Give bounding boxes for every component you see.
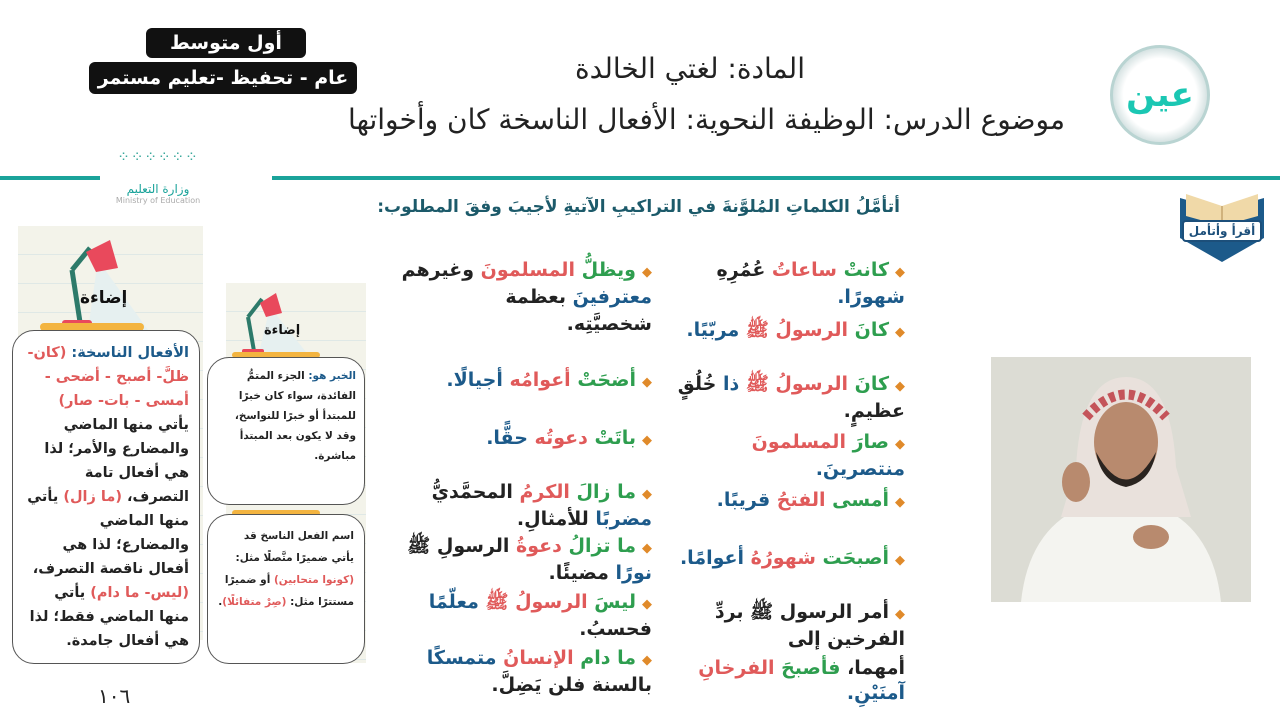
teacher-video xyxy=(991,357,1251,602)
bullet-icon: ◆ xyxy=(895,553,905,568)
sentence-word: فأصبحَ xyxy=(774,657,841,679)
panel-text-segment: (ما زال) xyxy=(63,489,122,505)
sentence-word: نورًا xyxy=(608,562,652,584)
sentence-word: شهورُهُ xyxy=(744,547,816,569)
sentence-6 xyxy=(665,546,905,573)
sentence-11 xyxy=(372,368,652,395)
grade-badge: أول متوسط xyxy=(146,28,306,58)
sentence-word: قريبًا. xyxy=(716,489,771,511)
lamp-icon xyxy=(232,287,312,357)
sentence-2 xyxy=(665,318,905,345)
sentence-word: الإنسانُ xyxy=(496,647,574,669)
sentence-word: ويظلُّ xyxy=(574,259,636,281)
panel-text-segment: . xyxy=(218,596,223,608)
page-number: ١٠٦ xyxy=(98,684,131,708)
sentence-word: باتَتْ xyxy=(587,427,636,449)
sentence-word: كانَ xyxy=(847,319,889,341)
sentence-12 xyxy=(372,426,652,453)
ministry-name-ar: وزارة التعليم xyxy=(126,182,190,196)
panel-text-segment: أو ضميرًا مستترًا مثل: xyxy=(224,574,354,608)
ministry-name-en: Ministry of Education xyxy=(115,196,201,205)
sentence-word: الرسولُ ﷺ xyxy=(739,373,848,395)
sentence-15 xyxy=(372,590,652,642)
sentence-word: الفتحُ xyxy=(770,489,826,511)
bullet-icon: ◆ xyxy=(895,325,905,340)
sentence-word: بالسنة فلن يَضِلَّ. xyxy=(491,674,652,696)
bullet-icon: ◆ xyxy=(895,379,905,394)
sentence-word: أمر الرسول ﷺ بردِّ الفرخين إلى xyxy=(714,601,905,650)
sentence-word: دعوتُه xyxy=(527,427,588,449)
panel-3-text xyxy=(207,514,365,664)
bullet-icon: ◆ xyxy=(642,653,652,668)
panel-2-text xyxy=(207,357,365,505)
sentence-13 xyxy=(372,480,652,532)
bullet-icon: ◆ xyxy=(642,541,652,556)
sentence-word: المسلمونَ xyxy=(751,431,846,453)
sentence-8 xyxy=(665,656,905,706)
sentence-word: الرسولُ ﷺ xyxy=(739,319,848,341)
panel-text-segment: الجزء المتمُّ الفائدة، سواء كان خبرًا للمبتدأ أو خبرًا للنواسخ، وقد لا يكون بعد المبتدأ مباشرة. xyxy=(234,370,356,462)
panel-text-segment: يأتي منها الماضي فقط؛ لذا هي أفعال جامدة. xyxy=(29,585,189,649)
sentence-word: حقًّا. xyxy=(486,427,528,449)
sentence-word: منتصرينَ. xyxy=(815,458,905,480)
sentence-16 xyxy=(372,646,652,698)
panel-text-segment: (صِرْ متفائلًا) xyxy=(222,596,287,608)
lamp-label: إضاءة xyxy=(80,288,128,308)
sentence-9 xyxy=(372,258,652,310)
sentence-1 xyxy=(665,258,905,310)
sentence-word: ما زالَ xyxy=(569,481,636,503)
sentence-10 xyxy=(372,312,652,337)
sentence-word: خُلُقٍ عظيمٍ. xyxy=(677,373,905,422)
sentence-word: مربّيًا. xyxy=(686,319,740,341)
sentence-word: متمسكًا xyxy=(426,647,497,669)
instruction-text: أتأمَّلُ الكلماتِ المُلوَّنةَ في التراكيبِ الآتيةِ لأجيبَ وفقَ المطلوب: xyxy=(377,197,900,217)
sentence-word: كانَ xyxy=(847,373,889,395)
lamp-icon xyxy=(48,230,168,330)
sentence-word: فحسبُ. xyxy=(579,618,652,640)
teacher-figure xyxy=(991,357,1251,602)
panel-1-text xyxy=(12,330,200,664)
bullet-icon: ◆ xyxy=(642,433,652,448)
panel-text-segment: (ليس- ما دام) xyxy=(90,585,189,601)
read-reflect-icon xyxy=(1176,186,1268,264)
sentence-word: الرسولِ ﷺ xyxy=(407,535,510,557)
lamp-label: إضاءة xyxy=(264,323,301,338)
sentence-word: أمهما، xyxy=(840,657,905,679)
panel-text-segment: الأفعال الناسخة: xyxy=(66,345,189,361)
sentence-word: المسلمونَ xyxy=(474,259,575,281)
sentence-word: مضربًا xyxy=(588,508,652,530)
sentence-word: معلّمًا xyxy=(428,591,479,613)
sentence-word: أجيالًا. xyxy=(446,369,503,391)
lesson-title: موضوع الدرس: الوظيفة النحوية: الأفعال الناسخة كان وأخواتها xyxy=(348,103,1065,136)
sentence-word: أعوامُه xyxy=(502,369,571,391)
logo-text: عين xyxy=(1126,75,1194,115)
sentence-word: دعوةُ xyxy=(509,535,562,557)
sentence-3 xyxy=(665,372,905,424)
panel-text-segment: (كان- ظلَّ- أصبح - أضحى - أمسى - بات- صار) xyxy=(27,345,189,409)
sentence-word: شهورًا. xyxy=(837,286,905,308)
sentence-word: أمسى xyxy=(825,489,889,511)
sentence-word: ساعاتُ xyxy=(765,259,837,281)
ministry-emblem-icon: ⁘⁘⁘⁘⁘⁘ xyxy=(117,148,199,166)
sentence-word: أصبحَت xyxy=(815,547,889,569)
read-reflect-label: أقرأ وأتأمل xyxy=(1182,220,1262,242)
bullet-icon: ◆ xyxy=(642,375,652,390)
sentence-word: صارَ xyxy=(845,431,889,453)
track-badge: عام - تحفيظ -تعليم مستمر xyxy=(89,62,357,94)
panel-text-segment: (كونوا متحابين) xyxy=(273,574,354,586)
sentence-word: ذا xyxy=(716,373,740,395)
bullet-icon: ◆ xyxy=(642,487,652,502)
sentence-word: الرسولُ ﷺ xyxy=(478,591,588,613)
bullet-icon: ◆ xyxy=(895,437,905,452)
sentence-word: شخصيَّتِه. xyxy=(566,313,652,335)
sentence-word: مضيئًا. xyxy=(548,562,609,584)
sentence-word: ليسَ xyxy=(587,591,636,613)
panel-text-segment: الخبر هو: xyxy=(304,370,356,382)
sentence-word: الفرخانِ xyxy=(698,657,775,679)
bullet-icon: ◆ xyxy=(642,597,652,612)
panel-text-segment: يأتي منها الماضي والمضارع؛ لذا هي أفعال ناقصة التصرف، xyxy=(27,489,189,577)
sentence-5 xyxy=(665,488,905,515)
sentence-word: أضحَتْ xyxy=(570,369,636,391)
bullet-icon: ◆ xyxy=(642,265,652,280)
sentence-14 xyxy=(372,534,652,586)
ministry-logo xyxy=(110,150,206,205)
sentence-7 xyxy=(665,600,905,652)
sentence-4 xyxy=(665,430,905,482)
bullet-icon: ◆ xyxy=(895,607,905,622)
sentence-word: للأمثالِ. xyxy=(516,508,589,530)
subject-title: المادة: لغتي الخالدة xyxy=(574,52,805,85)
sentence-word: أعوامًا. xyxy=(679,547,745,569)
sentence-word: آمنَيْنِ. xyxy=(846,682,905,704)
sentence-word: عُمُرِهِ xyxy=(716,259,766,281)
sentence-word: ما تزالُ xyxy=(561,535,636,557)
sentence-word: بعظمة xyxy=(505,286,567,308)
sentence-word: وغيرهم xyxy=(401,259,474,281)
panel-text-segment: يأتي منها الماضي والمضارع والأمر؛ لذا هي أفعال تامة التصرف، xyxy=(44,417,189,505)
sentence-word: المحمَّديُّ xyxy=(431,481,513,503)
sentence-word: ما دام xyxy=(573,647,636,669)
ein-logo xyxy=(1110,45,1210,145)
sentence-word: الكرمُ xyxy=(512,481,570,503)
bullet-icon: ◆ xyxy=(895,495,905,510)
sentence-word: معترفينَ xyxy=(566,286,652,308)
sentence-word: كانتْ xyxy=(836,259,889,281)
bullet-icon: ◆ xyxy=(895,265,905,280)
panel-text-segment: اسم الفعل الناسخ قد يأتي ضميرًا متَّصلًا مثل: xyxy=(235,530,354,564)
